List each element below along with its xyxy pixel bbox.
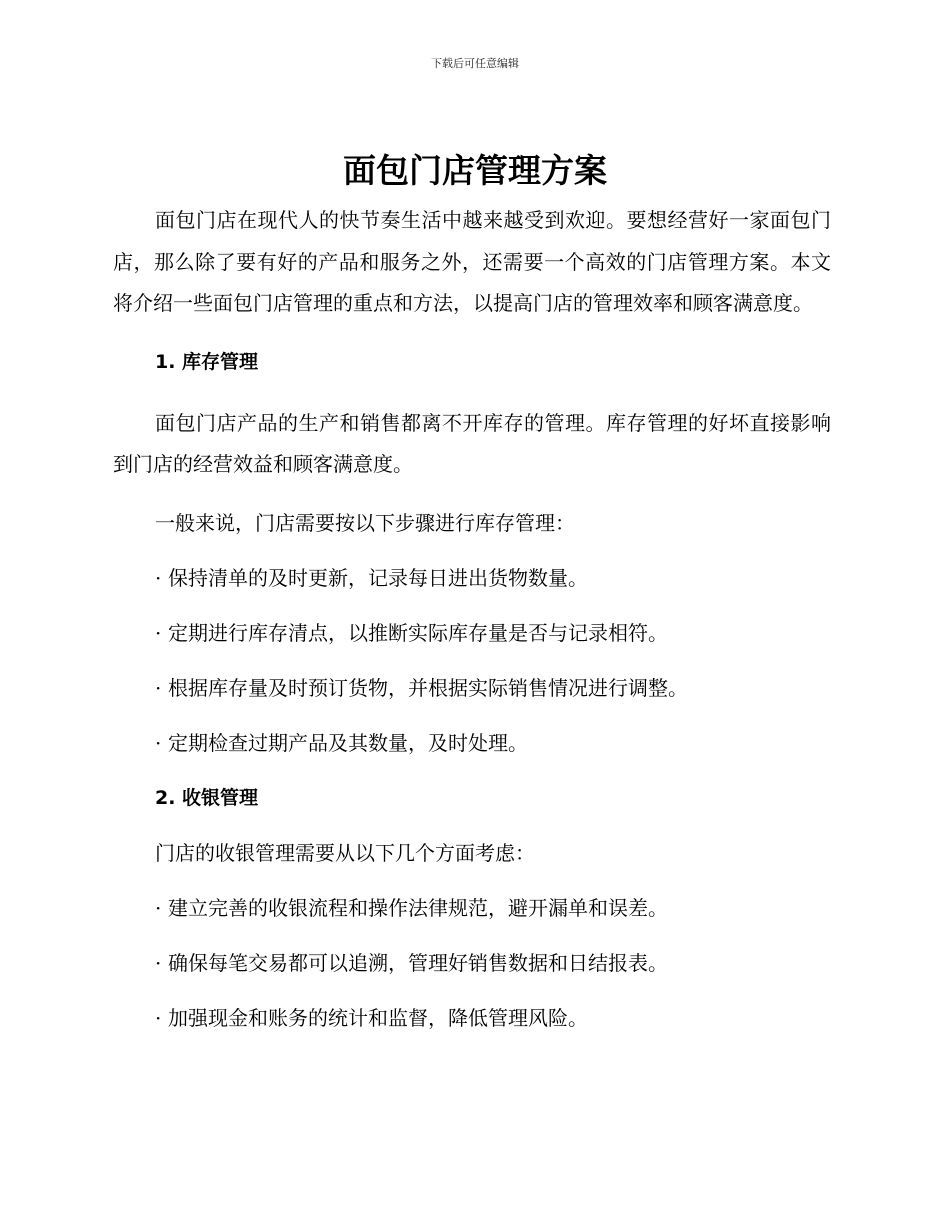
section-heading-cashier: 2. 收银管理 [155,786,259,809]
list-item-text: 加强现金和账务的统计和监督，降低管理风险。 [168,1005,588,1030]
bullet-dot: · [155,1005,162,1030]
list-item-text: 保持清单的及时更新，记录每日进出货物数量。 [168,565,588,590]
bullet-dot: · [155,895,162,920]
list-item [113,729,831,757]
intro-paragraph: 面包门店在现代人的快节奏生活中越来越受到欢迎。要想经营好一家面包门店，那么除了要有好的产品和服务之外，还需要一个高效的门店管理方案。本文将介绍一些面包门店管理的重点和方法，以提高门店的管理效率和顾客满意度。 [113,208,831,315]
bullet-dot: · [155,950,162,975]
header-note: 下载后可任意编辑 [431,57,519,70]
list-item [113,564,831,592]
list-item [113,949,831,977]
document-body [113,200,831,1032]
bullet-dot: · [155,675,162,700]
bullet-dot: · [155,565,162,590]
list-item [113,674,831,702]
list-item-text: 定期检查过期产品及其数量，及时处理。 [168,730,528,755]
inventory-lead: 一般来说，门店需要按以下步骤进行库存管理： [155,510,575,535]
bullet-dot: · [155,730,162,755]
inventory-paragraph: 面包门店产品的生产和销售都离不开库存的管理。库存管理的好坏直接影响到门店的经营效益和顾客满意度。 [113,410,831,476]
bullet-dot: · [155,620,162,645]
list-item-text: 定期进行库存清点，以推断实际库存量是否与记录相符。 [168,620,668,645]
list-item-text: 确保每笔交易都可以追溯，管理好销售数据和日结报表。 [168,950,668,975]
list-item-text: 建立完善的收银流程和操作法律规范，避开漏单和误差。 [168,895,668,920]
page-title: 面包门店管理方案 [343,151,607,190]
list-item [113,1004,831,1032]
list-item [113,894,831,922]
list-item-text: 根据库存量及时预订货物，并根据实际销售情况进行调整。 [168,675,688,700]
section-heading-inventory: 1. 库存管理 [155,350,259,373]
cashier-lead: 门店的收银管理需要从以下几个方面考虑： [155,840,535,865]
list-item [113,619,831,647]
